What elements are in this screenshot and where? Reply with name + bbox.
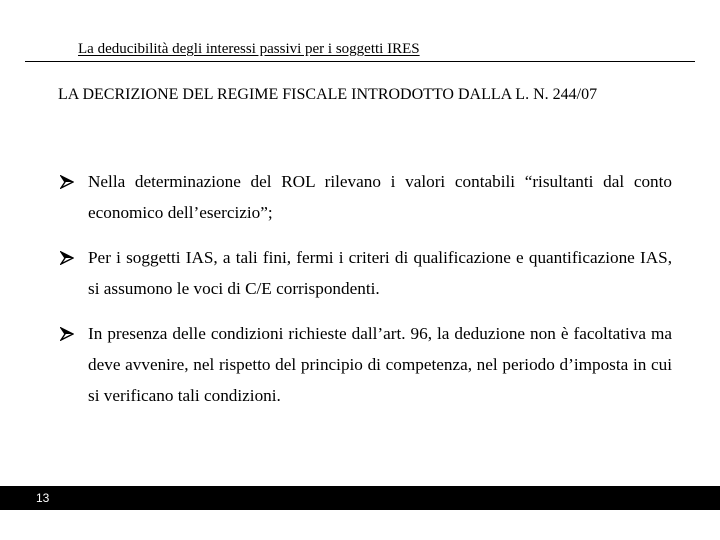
bullet-item-1 [58, 166, 672, 228]
bullet-item-3 [58, 318, 672, 411]
bullet-text-3: In presenza delle condizioni richieste dall’art. 96, la deduzione non è facoltativa ma deve avvenire, nel rispetto del principio di competenza, nel periodo d’imposta in cui si verificano tali condizioni. [88, 324, 672, 405]
bullet-text-1: Nella determinazione del ROL rilevano i valori contabili “risultanti dal conto economico dell’esercizio”; [88, 172, 672, 222]
page-title: La deducibilità degli interessi passivi per i soggetti IRES [78, 41, 420, 57]
section-subtitle: LA DECRIZIONE DEL REGIME FISCALE INTRODOTTO DALLA L. N. 244/07 [58, 86, 598, 103]
arrowhead-bullet-icon [58, 242, 76, 273]
bullet-text-2: Per i soggetti IAS, a tali fini, fermi i criteri di qualificazione e quantificazione IAS, si assumono le voci di C/E corrispondenti. [88, 248, 672, 298]
arrowhead-bullet-icon [58, 318, 76, 349]
footer-bar [0, 486, 720, 510]
page-number: 13 [36, 491, 50, 505]
header-divider [25, 61, 695, 62]
bullet-list [58, 166, 672, 411]
arrowhead-bullet-icon [58, 166, 76, 197]
bullet-item-2 [58, 242, 672, 304]
